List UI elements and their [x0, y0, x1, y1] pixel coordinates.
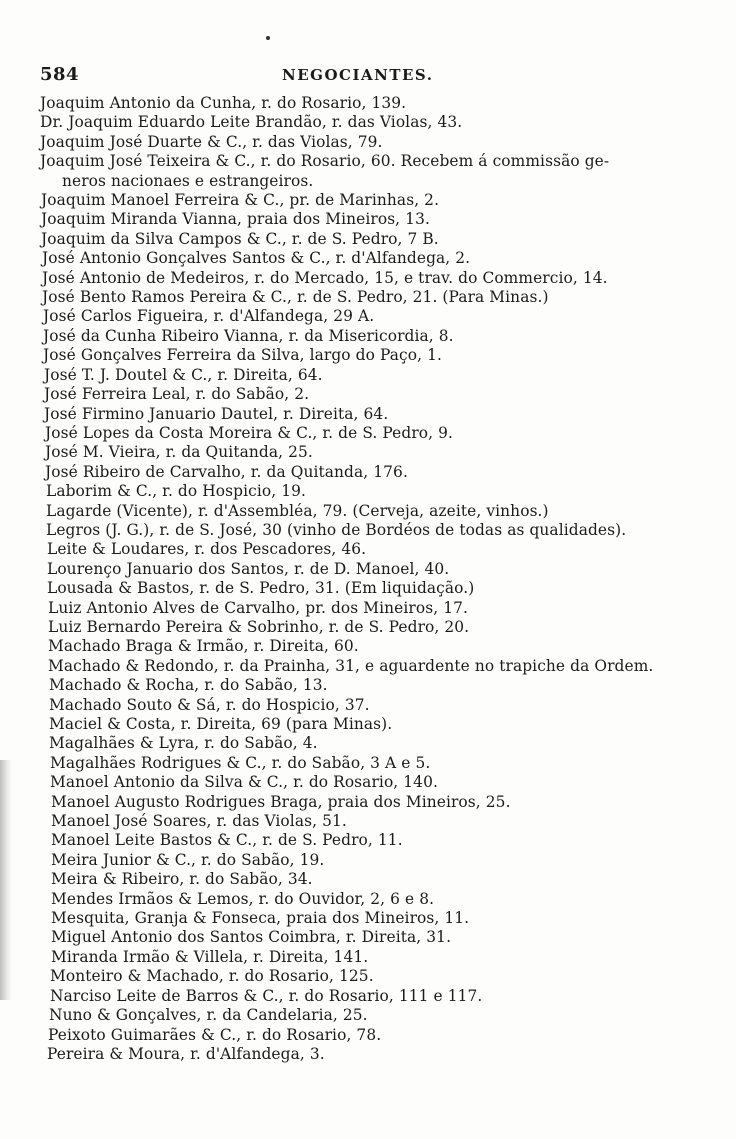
directory-entry: Lousada & Bastos, r. de S. Pedro, 31. (Em liquidação.)	[47, 579, 475, 598]
directory-entry: Meira Junior & C., r. do Sabão, 19.	[51, 850, 325, 869]
directory-entry: José Bento Ramos Pereira & C., r. de S. Pedro, 21. (Para Minas.)	[42, 288, 549, 307]
directory-entry: Leite & Loudares, r. dos Pescadores, 46.	[47, 540, 367, 559]
directory-entry: Manoel Augusto Rodrigues Braga, praia dos Mineiros, 25.	[51, 792, 511, 811]
directory-entry: Joaquim Miranda Vianna, praia dos Mineiros, 13.	[41, 210, 430, 229]
directory-entry: Luiz Antonio Alves de Carvalho, pr. dos Mineiros, 17.	[48, 598, 468, 617]
directory-entry: Joaquim da Silva Campos & C., r. de S. Pedro, 7 B.	[41, 229, 439, 248]
directory-entry: Magalhães Rodrigues & C., r. do Sabão, 3 A e 5.	[50, 753, 431, 772]
ink-dot	[266, 36, 270, 40]
directory-entry: José Ribeiro de Carvalho, r. da Quitanda, 176.	[45, 462, 408, 481]
directory-entry: Joaquim José Teixeira & C., r. do Rosario, 60. Recebem á commissão ge-	[40, 152, 610, 171]
directory-list	[0, 94, 736, 1064]
directory-entry: Legros (J. G.), r. de S. José, 30 (vinho de Bordéos de todas as qualidades).	[46, 520, 627, 539]
directory-entry: Machado & Rocha, r. do Sabão, 13.	[49, 676, 328, 695]
running-title: NEGOCIANTES.	[282, 66, 434, 84]
directory-entry: José Gonçalves Ferreira da Silva, largo do Paço, 1.	[43, 346, 442, 365]
directory-entry: Peixoto Guimarães & C., r. do Rosario, 78.	[48, 1025, 382, 1044]
directory-entry: Manoel José Soares, r. das Violas, 51.	[51, 812, 347, 831]
directory-entry: Nuno & Gonçalves, r. da Candelaria, 25.	[49, 1006, 368, 1025]
directory-entry: José Antonio Gonçalves Santos & C., r. d'Alfandega, 2.	[42, 249, 471, 268]
directory-entry: Monteiro & Machado, r. do Rosario, 125.	[50, 967, 374, 986]
directory-entry: Meira & Ribeiro, r. do Sabão, 34.	[51, 870, 313, 889]
directory-entry: Laborim & C., r. do Hospicio, 19.	[46, 482, 306, 501]
directory-entry: Luiz Bernardo Pereira & Sobrinho, r. de S. Pedro, 20.	[48, 617, 470, 636]
directory-entry: Machado Braga & Irmão, r. Direita, 60.	[48, 637, 359, 656]
directory-entry: Miranda Irmão & Villela, r. Direita, 141.	[51, 947, 369, 966]
directory-entry: Magalhães & Lyra, r. do Sabão, 4.	[49, 734, 318, 753]
directory-entry: José Firmino Januario Dautel, r. Direita, 64.	[44, 404, 389, 423]
directory-entry: Machado Souto & Sá, r. do Hospicio, 37.	[49, 695, 370, 714]
page-number: 584	[40, 64, 80, 85]
directory-entry: Miguel Antonio dos Santos Coimbra, r. Direita, 31.	[51, 928, 452, 947]
directory-entry: Manoel Leite Bastos & C., r. de S. Pedro, 11.	[51, 831, 403, 850]
binding-shadow	[0, 760, 12, 1000]
directory-entry-continuation: neros nacionaes e estrangeiros.	[62, 171, 314, 190]
directory-entry: Manoel Antonio da Silva & C., r. do Rosario, 140.	[50, 773, 438, 792]
directory-entry: José Lopes da Costa Moreira & C., r. de S. Pedro, 9.	[45, 423, 454, 442]
directory-entry: Pereira & Moura, r. d'Alfandega, 3.	[47, 1044, 325, 1063]
directory-entry: Mesquita, Granja & Fonseca, praia dos Mineiros, 11.	[51, 909, 470, 928]
directory-entry: José M. Vieira, r. da Quitanda, 25.	[45, 443, 313, 462]
directory-entry: Lagarde (Vicente), r. d'Assembléa, 79. (Cerveja, azeite, vinhos.)	[46, 501, 549, 520]
directory-entry: Dr. Joaquim Eduardo Leite Brandão, r. das Violas, 43.	[40, 113, 463, 132]
directory-entry: Joaquim Manoel Ferreira & C., pr. de Marinhas, 2.	[41, 191, 440, 210]
directory-entry: José Antonio de Medeiros, r. do Mercado, 15, e trav. do Commercio, 14.	[42, 268, 608, 287]
directory-entry: José T. J. Doutel & C., r. Direita, 64.	[44, 365, 323, 384]
directory-entry: José Ferreira Leal, r. do Sabão, 2.	[44, 385, 310, 404]
directory-entry: Mendes Irmãos & Lemos, r. do Ouvidor, 2, 6 e 8.	[51, 889, 435, 908]
directory-entry: José da Cunha Ribeiro Vianna, r. da Misericordia, 8.	[43, 326, 454, 345]
directory-entry: Lourenço Januario dos Santos, r. de D. Manoel, 40.	[47, 559, 450, 578]
directory-entry: José Carlos Figueira, r. d'Alfandega, 29 A.	[43, 307, 375, 326]
directory-entry: Joaquim José Duarte & C., r. das Violas, 79.	[40, 132, 383, 151]
directory-entry: Narciso Leite de Barros & C., r. do Rosario, 111 e 117.	[50, 986, 483, 1005]
directory-entry: Maciel & Costa, r. Direita, 69 (para Minas).	[49, 715, 393, 733]
directory-entry: Joaquim Antonio da Cunha, r. do Rosario, 139.	[40, 94, 407, 112]
directory-entry: Machado & Redondo, r. da Prainha, 31, e aguardente no trapiche da Ordem.	[48, 656, 654, 675]
page-header	[40, 64, 680, 88]
